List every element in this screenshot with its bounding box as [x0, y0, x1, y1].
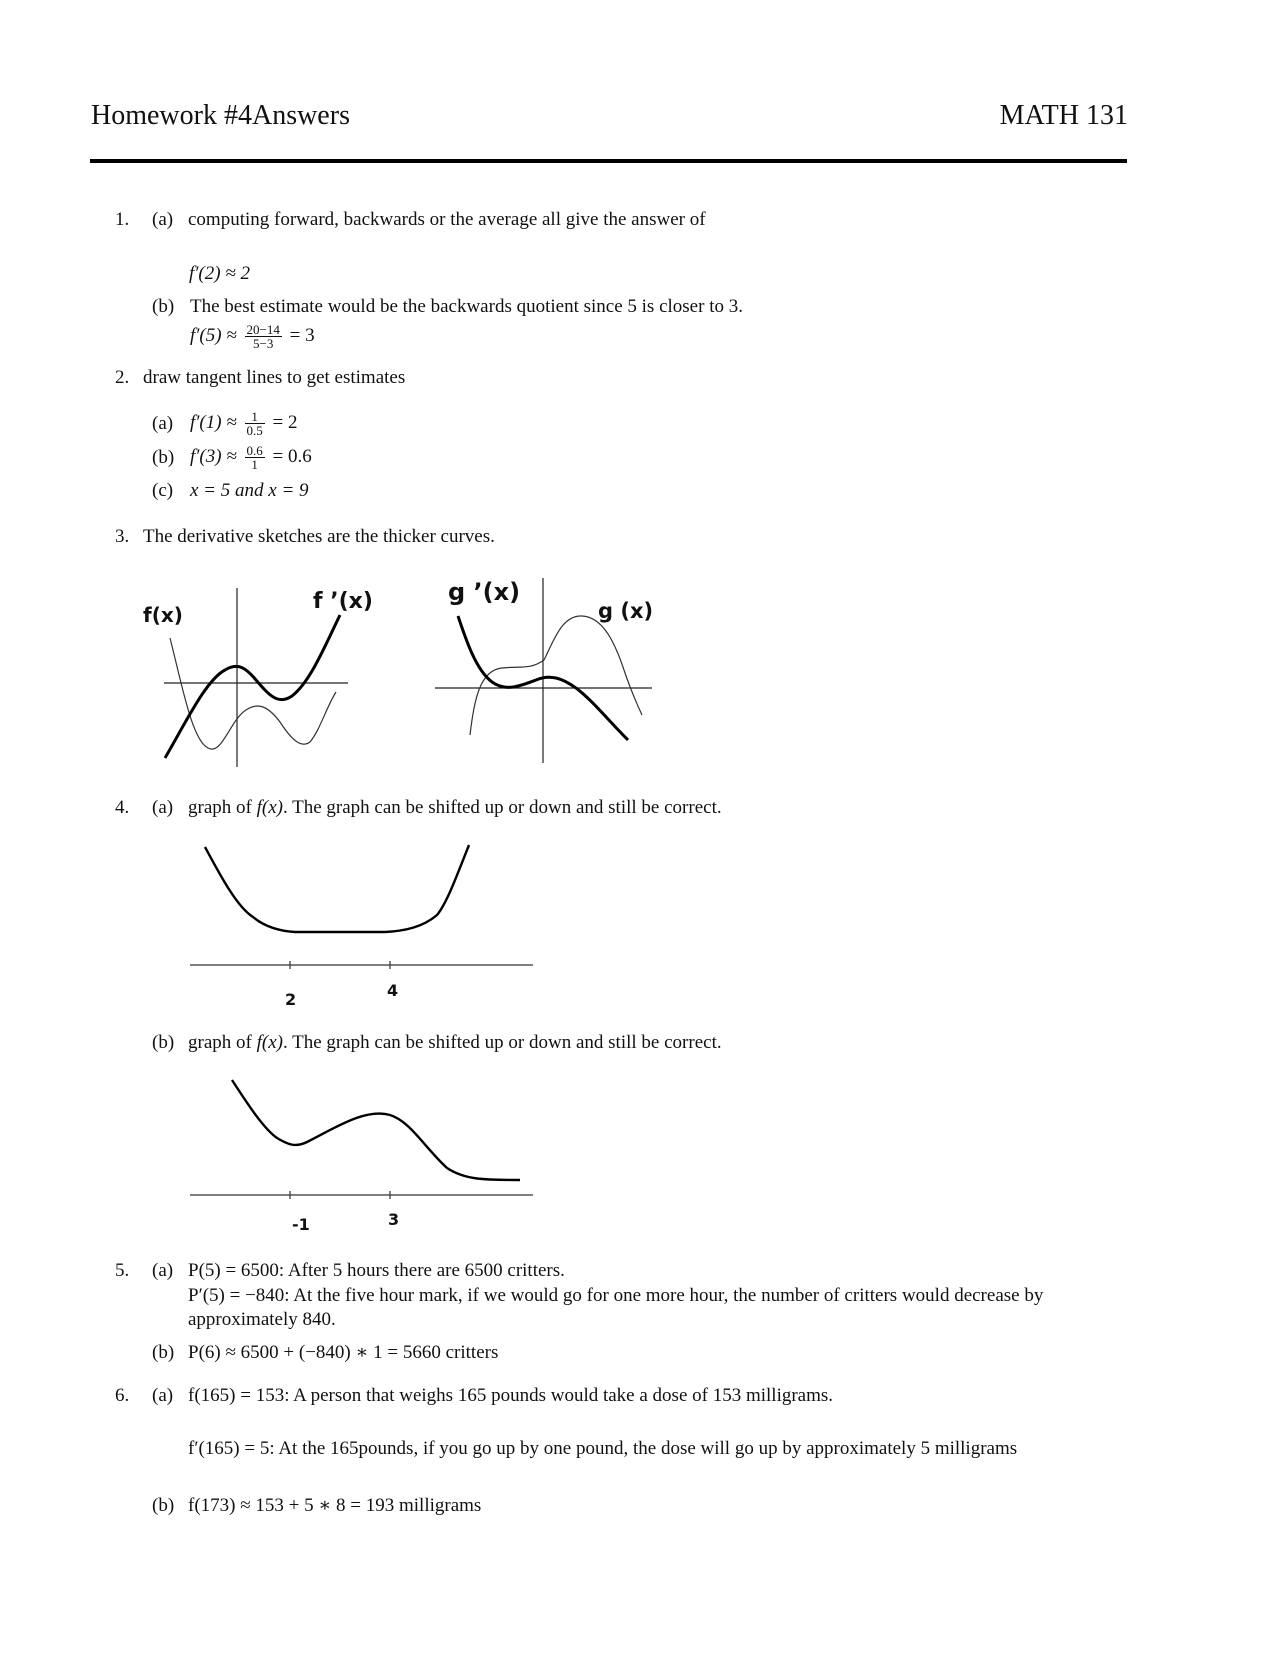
problem-4b-text — [188, 1031, 722, 1055]
fraction-numerator: 0.6 — [246, 443, 263, 458]
course-code: MATH 131 — [999, 100, 1128, 131]
problem-2a-lhs: f′(1) ≈ — [190, 411, 237, 433]
curve-4a — [205, 845, 469, 932]
figure-f-and-fprime — [130, 570, 373, 775]
gprime-label: g ’(x) — [448, 578, 521, 606]
curve-4b — [232, 1080, 520, 1180]
problem-1b-rhs: = 3 — [289, 324, 315, 346]
problem-2b-label: (b) — [152, 447, 175, 468]
problem-1a-label: (a) — [152, 209, 174, 230]
problem-4-number: 4. — [115, 797, 130, 818]
problem-4a-text — [188, 796, 722, 820]
problem-6a-label: (a) — [152, 1385, 174, 1406]
fraction-numerator: 1 — [245, 410, 265, 424]
f-label: f(x) — [143, 603, 183, 627]
math-fx: f(x) — [256, 797, 283, 818]
problem-1b-fraction — [245, 323, 282, 350]
problem-1a-text: computing forward, backwards or the average all give the answer of — [188, 209, 706, 230]
text-prefix: graph of — [188, 797, 257, 818]
problem-4b-label: (b) — [152, 1032, 175, 1053]
problem-5a-line1: P(5) = 6500: After 5 hours there are 6500 critters. — [188, 1260, 565, 1281]
tick-label-neg1: -1 — [292, 1215, 310, 1234]
problem-1a-equation: f′(2) ≈ 2 — [189, 263, 251, 284]
problem-2b-equation — [190, 444, 312, 471]
problem-2a-label: (a) — [152, 413, 174, 434]
figure-4a — [185, 835, 545, 1010]
problem-6b-text: f(173) ≈ 153 + 5 ∗ 8 = 193 milligrams — [188, 1495, 482, 1516]
problem-2-number: 2. — [115, 367, 130, 388]
problem-5b-text: P(6) ≈ 6500 + (−840) ∗ 1 = 5660 critters — [188, 1342, 499, 1363]
problem-2c-label: (c) — [152, 480, 174, 501]
fraction-denominator: 0.5 — [246, 423, 263, 438]
problem-1b-text: The best estimate would be the backwards quotient since 5 is closer to 3. — [190, 296, 743, 317]
figure-g-and-gprime — [430, 570, 660, 775]
fraction-denominator: 1 — [251, 457, 258, 472]
problem-2a-fraction — [245, 410, 265, 437]
fprime-label: f ’(x) — [313, 589, 373, 614]
problem-1b-lhs: f′(5) ≈ — [190, 324, 237, 346]
problem-2c-text: x = 5 and x = 9 — [190, 480, 309, 501]
problem-5a-label: (a) — [152, 1260, 174, 1281]
fraction-numerator: 20−14 — [246, 322, 280, 337]
problem-6a-line2: f′(165) = 5: At the 165pounds, if you go up by one pound, the dose will go up by approximately 5 milligrams — [188, 1438, 1018, 1459]
problem-2b-rhs: = 0.6 — [272, 445, 312, 467]
text-suffix: . The graph can be shifted up or down and still be correct. — [282, 1032, 722, 1053]
problem-2a-rhs: = 2 — [272, 411, 298, 433]
text-prefix: graph of — [188, 1032, 257, 1053]
problem-6a-line1: f(165) = 153: A person that weighs 165 pounds would take a dose of 153 milligrams. — [188, 1385, 834, 1406]
problem-1b-label: (b) — [152, 296, 175, 317]
g-curve — [470, 616, 642, 735]
problem-2b-lhs: f′(3) ≈ — [190, 445, 237, 467]
header-rule — [90, 159, 1127, 163]
tick-label-2: 2 — [285, 990, 297, 1009]
fraction-denominator: 5−3 — [253, 336, 274, 351]
problem-1-number: 1. — [115, 209, 130, 230]
document-title: Homework #4Answers — [91, 100, 350, 131]
problem-2-text: draw tangent lines to get estimates — [143, 367, 406, 388]
problem-6-number: 6. — [115, 1385, 130, 1406]
problem-2b-fraction — [245, 444, 265, 471]
g-label: g (x) — [598, 599, 654, 623]
problem-6b-label: (b) — [152, 1495, 175, 1516]
problem-2a-equation — [190, 410, 298, 437]
math-fx: f(x) — [256, 1032, 283, 1053]
problem-5a-line2: P′(5) = −840: At the five hour mark, if we would go for one more hour, the number of critters would decrease by approximately 840. — [188, 1285, 1044, 1330]
figure-4b — [185, 1068, 545, 1238]
problem-5-number: 5. — [115, 1260, 130, 1281]
f-curve — [170, 638, 336, 749]
text-suffix: . The graph can be shifted up or down and still be correct. — [282, 797, 722, 818]
problem-5b-label: (b) — [152, 1342, 175, 1363]
problem-4a-label: (a) — [152, 797, 174, 818]
problem-3-text: The derivative sketches are the thicker curves. — [143, 526, 495, 547]
tick-label-4: 4 — [387, 981, 399, 1000]
problem-1b-equation — [190, 323, 315, 350]
problem-3-number: 3. — [115, 526, 130, 547]
tick-label-3: 3 — [388, 1210, 400, 1229]
